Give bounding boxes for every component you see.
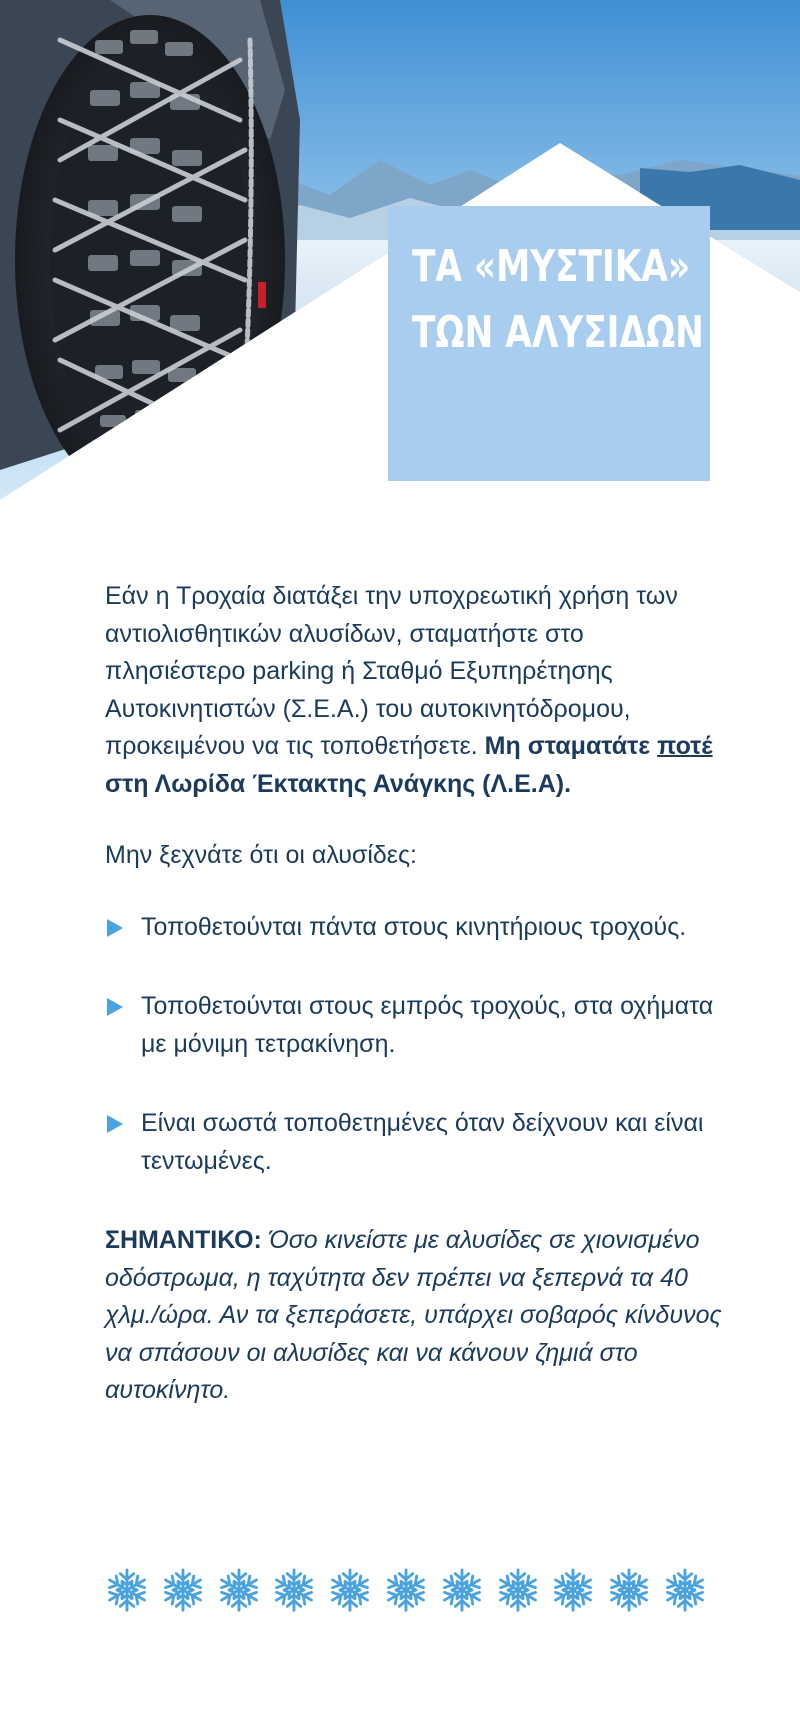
- intro-text: Εάν η Τροχαία διατάξει την υποχρεωτική χρήση των αντιολισθητικών αλυσίδων, σταματήστε στο πλησιέστερο parking ή Σταθμό Εξυπηρέτησης Αυτοκινητιστών (Σ.Ε.Α.) του αυτοκινητόδρομου, προκειμένου να τις τοποθετήσετε.: [105, 582, 678, 760]
- snowflake-icon: [327, 1567, 373, 1613]
- snowflake-icon: [550, 1567, 596, 1613]
- bullet-text: Είναι σωστά τοποθετημένες όταν δείχνουν και είναι τεντωμένες.: [141, 1109, 704, 1175]
- snowflake-icon: [104, 1567, 150, 1613]
- bullet-item: [105, 1105, 725, 1180]
- bullet-text: Τοποθετούνται πάντα στους κινητήριους τροχούς.: [141, 912, 687, 941]
- important-text: Όσο κινείστε με αλυσίδες σε χιονισμένο οδόστρωμα, η ταχύτητα δεν πρέπει να ξεπερνά τα 40 χλμ./ώρα. Αν τα ξεπεράσετε, υπάρχει σοβαρός κίνδυνος να σπάσουν οι αλυσίδες και να κάνουν ζημιά στο αυτοκίνητο.: [105, 1226, 722, 1404]
- triangle-bullet-icon: [107, 1115, 123, 1133]
- snowflake-icon: [216, 1567, 262, 1613]
- bullet-text: Τοποθετούνται στους εμπρός τροχούς, στα οχήματα με μόνιμη τετρακίνηση.: [141, 992, 714, 1058]
- snowflake-icon: [160, 1567, 206, 1613]
- triangle-bullet-icon: [107, 919, 123, 937]
- important-label: ΣΗΜΑΝΤΙΚΟ:: [105, 1226, 262, 1254]
- bullet-item: [105, 988, 725, 1063]
- page-title-line-2: ΤΩΝ ΑΛΥΣΙΔΩΝ: [412, 307, 704, 358]
- snowflake-icon: [662, 1567, 708, 1613]
- reminder-text: Μην ξεχνάτε ότι οι αλυσίδες:: [105, 841, 417, 869]
- title-box: [388, 206, 710, 481]
- hero-image: [0, 0, 800, 500]
- intro-bold-underlined: ποτέ: [657, 732, 713, 760]
- page-title-line-1: ΤΑ «ΜΥΣΤΙΚΑ»: [412, 241, 691, 292]
- intro-paragraph: [105, 578, 725, 803]
- important-note: [105, 1222, 725, 1410]
- bullet-list: [105, 909, 725, 1181]
- snowflake-icon: [271, 1567, 317, 1613]
- bullet-item: [105, 909, 725, 947]
- snowflake-row: [104, 1567, 724, 1617]
- snowflake-icon: [495, 1567, 541, 1613]
- snowflake-icon: [439, 1567, 485, 1613]
- triangle-bullet-icon: [107, 998, 123, 1016]
- intro-bold-end: στη Λωρίδα Έκτακτης Ανάγκης (Λ.Ε.Α).: [105, 769, 572, 798]
- main-content: [105, 578, 725, 1410]
- snowflake-icon: [606, 1567, 652, 1613]
- intro-bold-start: Μη σταματάτε: [484, 732, 651, 760]
- snowflake-icon: [383, 1567, 429, 1613]
